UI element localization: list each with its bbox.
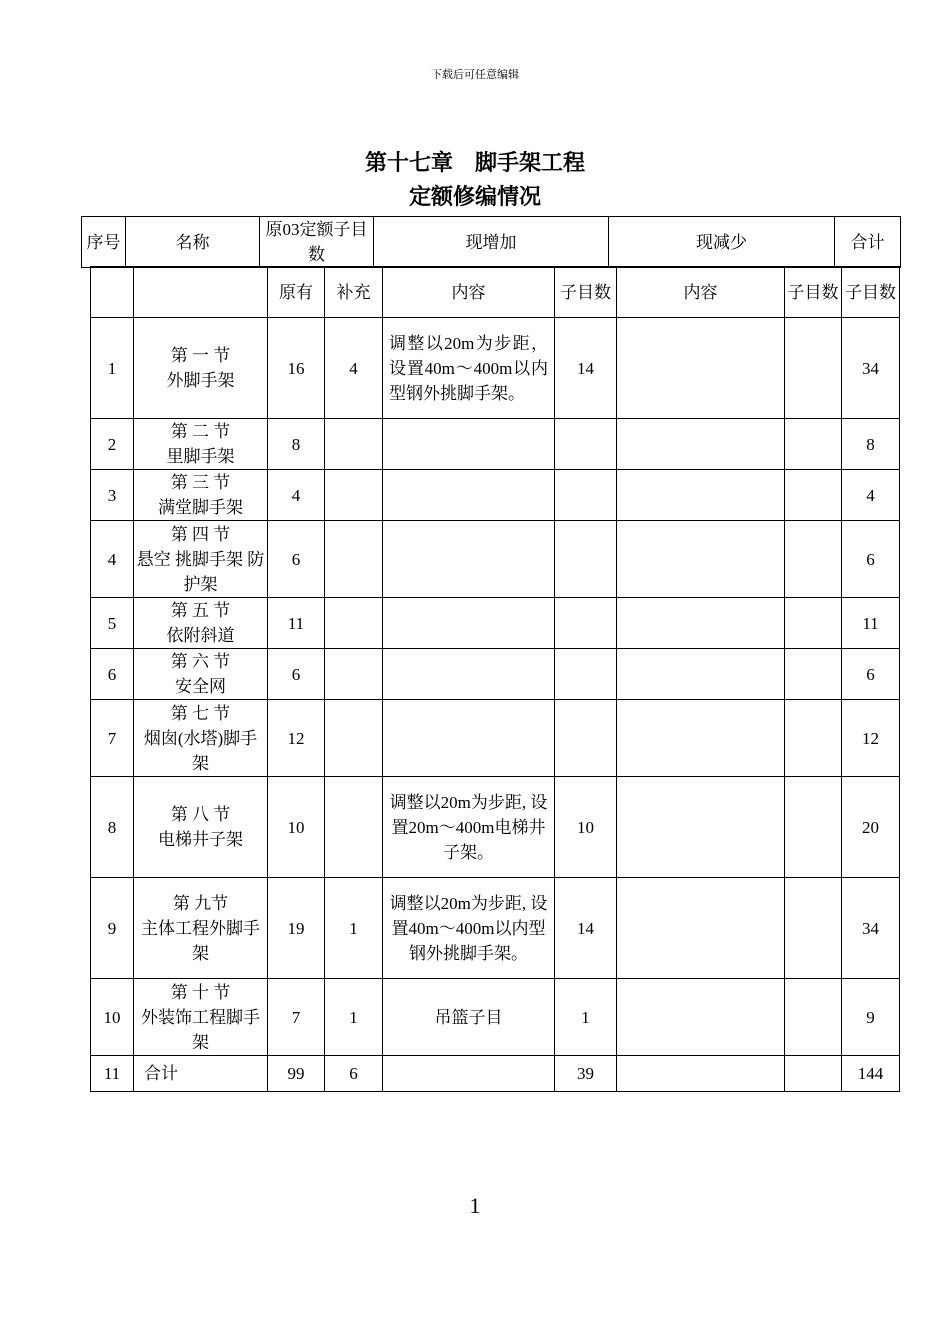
table-body bbox=[91, 267, 900, 1092]
row-total: 34 bbox=[842, 878, 900, 979]
row-total: 12 bbox=[842, 700, 900, 777]
row-count-red bbox=[785, 318, 842, 419]
chapter-subtitle: 定额修编情况 bbox=[408, 185, 541, 210]
header-orig: 原03定额子目数 bbox=[260, 217, 374, 268]
row-total: 6 bbox=[842, 649, 900, 700]
row-supplement bbox=[325, 777, 383, 878]
table-row bbox=[91, 777, 900, 878]
section-number: 第 一 节 bbox=[170, 346, 231, 365]
row-name bbox=[134, 598, 268, 649]
row-seq: 7 bbox=[91, 700, 134, 777]
row-seq: 10 bbox=[91, 979, 134, 1056]
row-content-add bbox=[383, 649, 555, 700]
row-orig: 6 bbox=[268, 649, 325, 700]
row-count-add: 10 bbox=[555, 777, 617, 878]
row-content-add: 吊篮子目 bbox=[383, 979, 555, 1056]
row-count-add bbox=[555, 598, 617, 649]
row-content-add bbox=[383, 598, 555, 649]
row-total: 6 bbox=[842, 521, 900, 598]
row-content-red bbox=[617, 521, 785, 598]
row-seq: 8 bbox=[91, 777, 134, 878]
row-content-add bbox=[383, 419, 555, 470]
row-name bbox=[134, 419, 268, 470]
row-count-add bbox=[555, 649, 617, 700]
table-row bbox=[91, 419, 900, 470]
row-orig: 12 bbox=[268, 700, 325, 777]
subheader-content-red: 内容 bbox=[617, 267, 785, 318]
row-name bbox=[134, 470, 268, 521]
chapter-title: 第十七章 脚手架工程 bbox=[364, 151, 585, 176]
row-count-add: 14 bbox=[555, 878, 617, 979]
row-content-red bbox=[617, 598, 785, 649]
row-name bbox=[134, 318, 268, 419]
row-supplement bbox=[325, 419, 383, 470]
row-count-red bbox=[785, 878, 842, 979]
section-number: 第 十 节 bbox=[170, 982, 231, 1002]
row-orig: 6 bbox=[268, 521, 325, 598]
table-row bbox=[91, 318, 900, 419]
page-number: 1 bbox=[469, 1193, 481, 1218]
row-count-red bbox=[785, 979, 842, 1056]
row-count-red bbox=[785, 419, 842, 470]
subheader-row bbox=[91, 267, 900, 318]
row-total: 20 bbox=[842, 777, 900, 878]
row-count-red bbox=[785, 598, 842, 649]
quota-table bbox=[90, 266, 900, 1092]
sum-name: 合计 bbox=[134, 1056, 268, 1092]
section-name: 烟囱(水塔)脚手架 bbox=[143, 728, 258, 773]
row-supplement bbox=[325, 700, 383, 777]
table-row bbox=[91, 649, 900, 700]
header-reduced: 现减少 bbox=[609, 217, 835, 268]
subheader-count-total: 子目数 bbox=[842, 267, 900, 318]
sum-supplement: 6 bbox=[325, 1056, 383, 1092]
row-orig: 11 bbox=[268, 598, 325, 649]
section-name: 满堂脚手架 bbox=[158, 498, 243, 517]
row-name bbox=[134, 777, 268, 878]
row-count-add bbox=[555, 470, 617, 521]
section-number: 第 七 节 bbox=[170, 703, 231, 723]
row-supplement bbox=[325, 470, 383, 521]
row-name bbox=[134, 700, 268, 777]
subheader-count-add: 子目数 bbox=[555, 267, 617, 318]
row-content-red bbox=[617, 878, 785, 979]
row-content-red bbox=[617, 419, 785, 470]
row-name bbox=[134, 521, 268, 598]
row-content-red bbox=[617, 318, 785, 419]
table-row bbox=[91, 700, 900, 777]
section-name: 外装饰工程脚手架 bbox=[141, 1007, 260, 1052]
section-name: 悬空 挑脚手架 防护架 bbox=[136, 549, 265, 594]
section-number: 第 八 节 bbox=[170, 805, 231, 824]
subheader-blank-name bbox=[134, 267, 268, 318]
subheader-supplement: 补充 bbox=[325, 267, 383, 318]
table-row bbox=[91, 521, 900, 598]
subheader-orig-has: 原有 bbox=[268, 267, 325, 318]
row-orig: 4 bbox=[268, 470, 325, 521]
row-total: 8 bbox=[842, 419, 900, 470]
row-supplement: 1 bbox=[325, 878, 383, 979]
row-name bbox=[134, 878, 268, 979]
row-total: 11 bbox=[842, 598, 900, 649]
sum-count-red bbox=[785, 1056, 842, 1092]
section-name: 外脚手架 bbox=[166, 371, 235, 390]
row-content-red bbox=[617, 777, 785, 878]
table-row bbox=[91, 878, 900, 979]
row-content-red bbox=[617, 649, 785, 700]
row-content-add bbox=[383, 470, 555, 521]
row-seq: 1 bbox=[91, 318, 134, 419]
sum-seq: 11 bbox=[91, 1056, 134, 1092]
row-count-add bbox=[555, 700, 617, 777]
section-number: 第 三 节 bbox=[170, 473, 231, 492]
row-count-red bbox=[785, 470, 842, 521]
sum-content-add bbox=[383, 1056, 555, 1092]
sum-total: 144 bbox=[842, 1056, 900, 1092]
section-number: 第 二 节 bbox=[170, 422, 231, 441]
row-count-add: 14 bbox=[555, 318, 617, 419]
row-content-red bbox=[617, 700, 785, 777]
row-supplement: 4 bbox=[325, 318, 383, 419]
row-name bbox=[134, 649, 268, 700]
header-table bbox=[81, 216, 901, 268]
row-count-add: 1 bbox=[555, 979, 617, 1056]
row-orig: 10 bbox=[268, 777, 325, 878]
row-count-add bbox=[555, 419, 617, 470]
section-name: 主体工程外脚手架 bbox=[141, 918, 260, 963]
row-count-red bbox=[785, 777, 842, 878]
section-number: 第 九节 bbox=[172, 893, 229, 913]
row-seq: 2 bbox=[91, 419, 134, 470]
section-number: 第 五 节 bbox=[170, 601, 231, 620]
row-supplement bbox=[325, 649, 383, 700]
row-orig: 16 bbox=[268, 318, 325, 419]
section-number: 第 四 节 bbox=[170, 524, 231, 544]
header-name: 名称 bbox=[126, 217, 260, 268]
row-content-add: 调整以20m为步距，设置40m～400m以内型钢外挑脚手架。 bbox=[383, 318, 555, 419]
table-row bbox=[91, 598, 900, 649]
row-total: 4 bbox=[842, 470, 900, 521]
row-seq: 5 bbox=[91, 598, 134, 649]
row-supplement: 1 bbox=[325, 979, 383, 1056]
row-content-add bbox=[383, 700, 555, 777]
header-note: 下载后可任意编辑 bbox=[431, 69, 519, 81]
section-name: 依附斜道 bbox=[166, 626, 235, 645]
row-seq: 4 bbox=[91, 521, 134, 598]
section-number: 第 六 节 bbox=[170, 652, 231, 671]
row-name bbox=[134, 979, 268, 1056]
row-supplement bbox=[325, 598, 383, 649]
row-orig: 8 bbox=[268, 419, 325, 470]
sum-count-add: 39 bbox=[555, 1056, 617, 1092]
row-count-red bbox=[785, 521, 842, 598]
row-content-add bbox=[383, 521, 555, 598]
subheader-count-red: 子目数 bbox=[785, 267, 842, 318]
subheader-content-add: 内容 bbox=[383, 267, 555, 318]
table-row bbox=[91, 470, 900, 521]
sum-orig: 99 bbox=[268, 1056, 325, 1092]
row-count-red bbox=[785, 700, 842, 777]
row-content-red bbox=[617, 470, 785, 521]
row-seq: 9 bbox=[91, 878, 134, 979]
table-row bbox=[91, 979, 900, 1056]
section-name: 安全网 bbox=[175, 677, 226, 696]
row-content-add: 调整以20m为步距, 设置40m～400m以内型钢外挑脚手架。 bbox=[383, 878, 555, 979]
row-count-add bbox=[555, 521, 617, 598]
row-content-add: 调整以20m为步距, 设置20m～400m电梯井子架。 bbox=[383, 777, 555, 878]
header-added: 现增加 bbox=[374, 217, 609, 268]
row-count-red bbox=[785, 649, 842, 700]
row-supplement bbox=[325, 521, 383, 598]
row-total: 34 bbox=[842, 318, 900, 419]
sum-row bbox=[91, 1056, 900, 1092]
sum-content-red bbox=[617, 1056, 785, 1092]
section-name: 里脚手架 bbox=[166, 447, 235, 466]
row-seq: 6 bbox=[91, 649, 134, 700]
row-orig: 7 bbox=[268, 979, 325, 1056]
header-total: 合计 bbox=[835, 217, 901, 268]
row-orig: 19 bbox=[268, 878, 325, 979]
row-content-red bbox=[617, 979, 785, 1056]
section-name: 电梯井子架 bbox=[158, 830, 243, 849]
row-seq: 3 bbox=[91, 470, 134, 521]
header-seq: 序号 bbox=[82, 217, 126, 268]
row-total: 9 bbox=[842, 979, 900, 1056]
subheader-blank-seq bbox=[91, 267, 134, 318]
